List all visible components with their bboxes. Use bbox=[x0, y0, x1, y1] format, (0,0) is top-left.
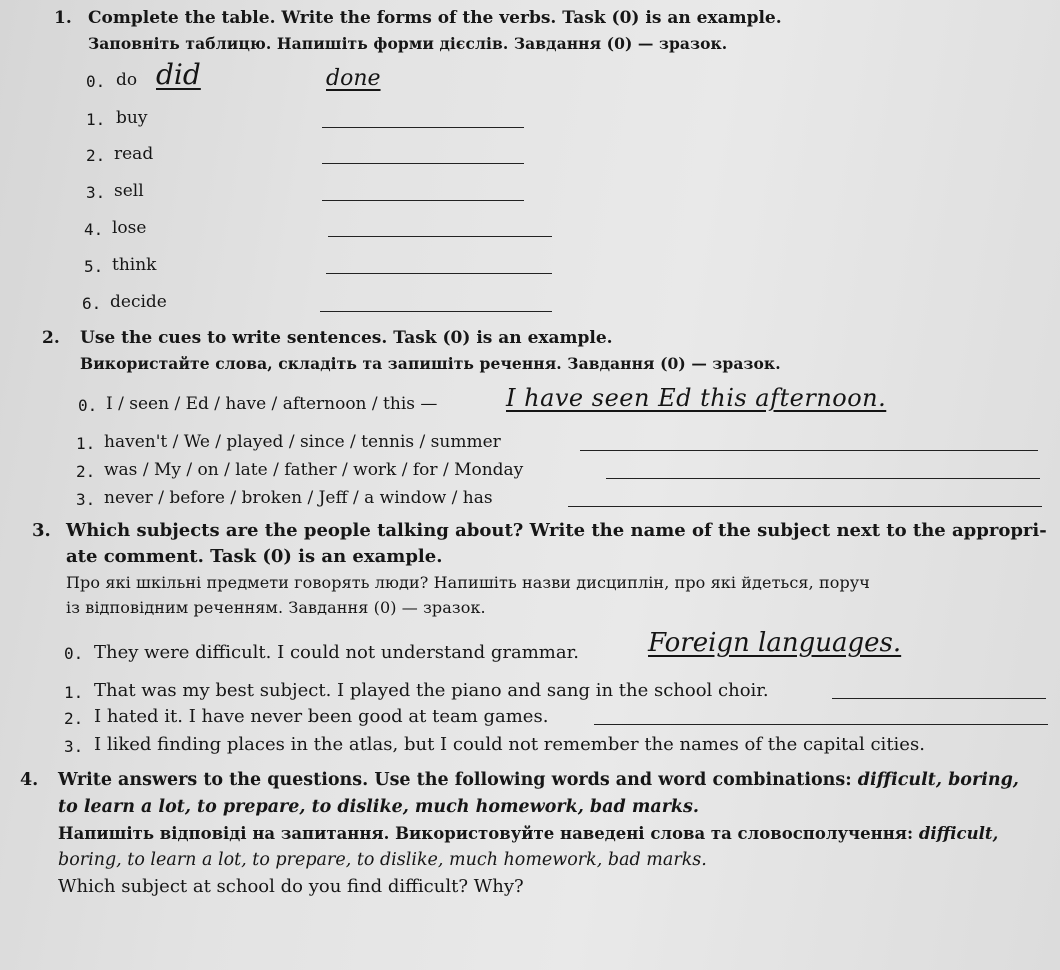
task2-instruction: Використайте слова, складіть та запишіть речення. Завдання (0) — зразок. bbox=[80, 354, 781, 373]
task4-title-text: Write answers to the questions. Use the following words and word combinations: bbox=[58, 770, 852, 790]
verb-num: 5. bbox=[84, 257, 104, 276]
answer-line[interactable] bbox=[322, 127, 524, 128]
handwritten-answer: Foreign languages. bbox=[648, 628, 902, 658]
answer-line[interactable] bbox=[320, 311, 552, 312]
verb: read bbox=[114, 144, 154, 164]
task4-question: Which subject at school do you find difficult? Why? bbox=[58, 876, 524, 897]
cue-text: I / seen / Ed / have / afternoon / this — bbox=[106, 394, 438, 414]
task4-words-ua-line2: boring, to learn a lot, to prepare, to dislike, much homework, bad marks. bbox=[58, 850, 707, 870]
verb-num: 2. bbox=[86, 146, 106, 165]
task2-number: 2. bbox=[42, 328, 60, 348]
task4-number: 4. bbox=[20, 770, 39, 790]
verb: think bbox=[112, 255, 157, 275]
answer-line[interactable] bbox=[328, 236, 552, 237]
answer-line[interactable] bbox=[606, 478, 1040, 479]
verb-num: 4. bbox=[84, 220, 104, 239]
task4-words-ua: difficult, bbox=[918, 824, 999, 843]
task1-instruction: Заповніть таблицю. Напишіть форми дієслів. Завдання (0) — зразок. bbox=[88, 34, 728, 53]
verb-num: 0. bbox=[86, 72, 106, 91]
task2-title: Use the cues to write sentences. Task (0) is an example. bbox=[80, 328, 613, 348]
comment-text: They were difficult. I could not understand grammar. bbox=[94, 642, 579, 663]
task1-number: 1. bbox=[54, 8, 72, 28]
comment-num: 2. bbox=[64, 709, 84, 728]
task3-instruction-line1: Про які шкільні предмети говорять люди? Напишіть назви дисциплін, про які йдеться, поруч bbox=[66, 573, 870, 592]
verb-num: 3. bbox=[86, 183, 106, 202]
answer-line[interactable] bbox=[580, 450, 1038, 451]
cue-text: was / My / on / late / father / work / for / Monday bbox=[104, 460, 524, 480]
handwritten-answer: I have seen Ed this afternoon. bbox=[506, 384, 887, 412]
answer-line[interactable] bbox=[326, 273, 552, 274]
answer-line[interactable] bbox=[322, 163, 524, 164]
verb: buy bbox=[116, 108, 148, 128]
verb-num: 1. bbox=[86, 110, 106, 129]
verb: sell bbox=[114, 181, 144, 201]
handwritten-participle: done bbox=[326, 66, 381, 91]
comment-num: 3. bbox=[64, 737, 84, 756]
cue-num: 0. bbox=[78, 396, 98, 415]
comment-num: 1. bbox=[64, 683, 84, 702]
answer-line[interactable] bbox=[594, 724, 1048, 725]
comment-text: I liked finding places in the atlas, but I could not remember the names of the capital cities. bbox=[94, 734, 925, 755]
comment-text: That was my best subject. I played the piano and sang in the school choir. bbox=[94, 680, 769, 701]
verb: decide bbox=[110, 292, 167, 312]
cue-num: 1. bbox=[76, 434, 96, 453]
cue-num: 3. bbox=[76, 490, 96, 509]
task3-title-line1: Which subjects are the people talking about? Write the name of the subject next to the appropri- bbox=[66, 520, 1047, 541]
task3-title-line2: ate comment. Task (0) is an example. bbox=[66, 546, 443, 567]
verb: do bbox=[116, 70, 138, 90]
task4-title-line1 bbox=[58, 770, 1019, 790]
comment-text: I hated it. I have never been good at team games. bbox=[94, 706, 549, 727]
task3-number: 3. bbox=[32, 520, 51, 541]
answer-line[interactable] bbox=[322, 200, 524, 201]
cue-num: 2. bbox=[76, 462, 96, 481]
task3-instruction-line2: із відповідним реченням. Завдання (0) — зразок. bbox=[66, 598, 486, 617]
task4-instruction-text: Напишіть відповіді на запитання. Використовуйте наведені слова та словосполучення: bbox=[58, 824, 914, 843]
task4-instruction-line1 bbox=[58, 824, 998, 843]
cue-text: never / before / broken / Jeff / a window / has bbox=[104, 488, 493, 508]
comment-num: 0. bbox=[64, 644, 84, 663]
cue-text: haven't / We / played / since / tennis / summer bbox=[104, 432, 501, 452]
handwritten-past: did bbox=[156, 58, 201, 91]
task4-words-line2: to learn a lot, to prepare, to dislike, much homework, bad marks. bbox=[58, 797, 699, 817]
verb-num: 6. bbox=[82, 294, 102, 313]
answer-line[interactable] bbox=[568, 506, 1042, 507]
verb: lose bbox=[112, 218, 147, 238]
answer-line[interactable] bbox=[832, 698, 1046, 699]
task4-words: difficult, boring, bbox=[857, 770, 1019, 790]
task1-title: Complete the table. Write the forms of the verbs. Task (0) is an example. bbox=[88, 8, 782, 28]
